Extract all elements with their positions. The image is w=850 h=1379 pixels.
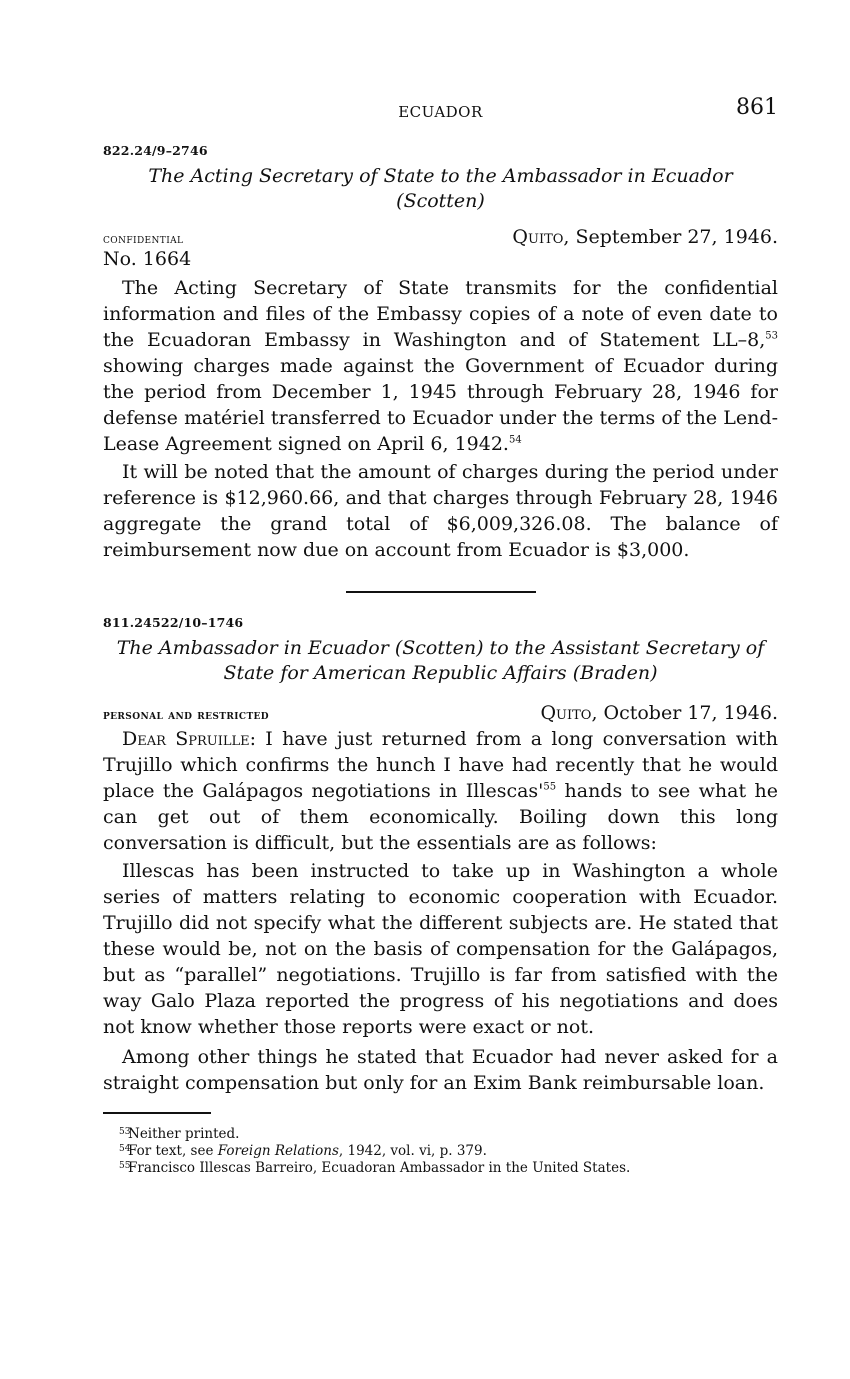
footnote (119, 1143, 778, 1160)
paragraph (103, 275, 778, 457)
document-page (103, 95, 778, 1177)
document-title (103, 636, 778, 686)
paragraph: It will be noted that the amount of charges during the period under reference is $12,960.66, and that charges through February 28, 1946 aggregate the grand total of $6,009,326.08. The balance of reimbursement now due on account from Ecuador is $3,000. (103, 461, 778, 561)
footnote-italic-title: Foreign Relations (217, 1143, 339, 1159)
meta-row (103, 702, 778, 724)
footnote (119, 1126, 778, 1143)
paragraph (103, 726, 778, 856)
dateline-place: Quito (512, 226, 564, 248)
paragraph-text: hands to see what he can get out of them economically. Boiling down this long conversation is difficult, but the essentials are as follows: (103, 780, 778, 854)
footnote-ref: 55 (543, 781, 557, 793)
footnote-text: Francisco Illescas Barreiro, Ecuadoran Ambassador in the United States. (128, 1160, 631, 1176)
salutation: Dear Spruille (122, 728, 250, 750)
running-title: ECUADOR (398, 103, 483, 121)
dateline-date: , October 17, 1946. (591, 702, 778, 724)
page-number: 861 (736, 95, 778, 120)
classification-label: personal and restricted (103, 708, 270, 723)
document-title-line: The Ambassador in Ecuador (Scotten) to the Assistant Secretary of (116, 637, 765, 659)
dateline (540, 702, 778, 724)
footnote (119, 1160, 778, 1177)
file-number: 811.24522/10–1746 (103, 615, 244, 630)
footnote-mark: 55 (119, 1161, 131, 1171)
document-title-line: State for American Republic Affairs (Braden) (223, 662, 658, 684)
document-title (123, 164, 758, 214)
document-title-line: The Acting Secretary of State to the Ambassador in Ecuador (148, 165, 733, 187)
footnote-ref: 53 (765, 330, 778, 342)
paragraph-text: : I have just returned from a long conversation with Trujillo which confirms the hunch I have had recently that he would place the Galápagos negotiations in Illescas' (103, 728, 778, 802)
classification-label: confidential (103, 232, 184, 247)
dateline-place: Quito (540, 702, 592, 724)
footnote-text-part: For text, see (128, 1143, 218, 1159)
footnote-text-part: , 1942, vol. vi, p. 379. (338, 1143, 487, 1159)
footnote-text (128, 1143, 778, 1160)
footnote-mark: 53 (119, 1127, 131, 1137)
document-number: No. 1664 (103, 248, 192, 270)
paragraph: Among other things he stated that Ecuador had never asked for a straight compensation but only for an Exim Bank reimbursable loan. (103, 1046, 778, 1094)
section-divider (346, 591, 536, 593)
dateline (512, 226, 778, 248)
footnote-ref: 54 (508, 434, 522, 446)
paragraph-text: showing charges made against the Government of Ecuador during the period from December 1, 1945 through February 28, 1946 for defense matériel transferred to Ecuador under the terms of the Lend-Lease Agreement signed on April 6, 1942. (103, 355, 778, 455)
document-title-line: (Scotten) (396, 190, 485, 212)
meta-row (103, 226, 778, 248)
footnotes (103, 1126, 778, 1177)
dateline-date: , September 27, 1946. (563, 226, 778, 248)
footnote-text: Neither printed. (128, 1126, 240, 1142)
footnote-mark: 54 (119, 1144, 131, 1154)
file-number: 822.24/9–2746 (103, 143, 208, 158)
running-header (103, 95, 778, 129)
paragraph-text: The Acting Secretary of State transmits for the confidential information and files of the Embassy copies of a note of even date to the Ecuadoran Embassy in Washington and of Statement LL–8, (103, 277, 778, 351)
paragraph: Illescas has been instructed to take up in Washington a whole series of matters relating to economic cooperation with Ecuador. Trujillo did not specify what the different subjects are. He stated that these would be, not on the basis of compensation for the Galápagos, but as “parallel” negotiations. Trujillo is far from satisfied with the way Galo Plaza reported the progress of his negotiations and does not know whether those reports were exact or not. (103, 860, 778, 1038)
footnote-rule (103, 1112, 211, 1114)
